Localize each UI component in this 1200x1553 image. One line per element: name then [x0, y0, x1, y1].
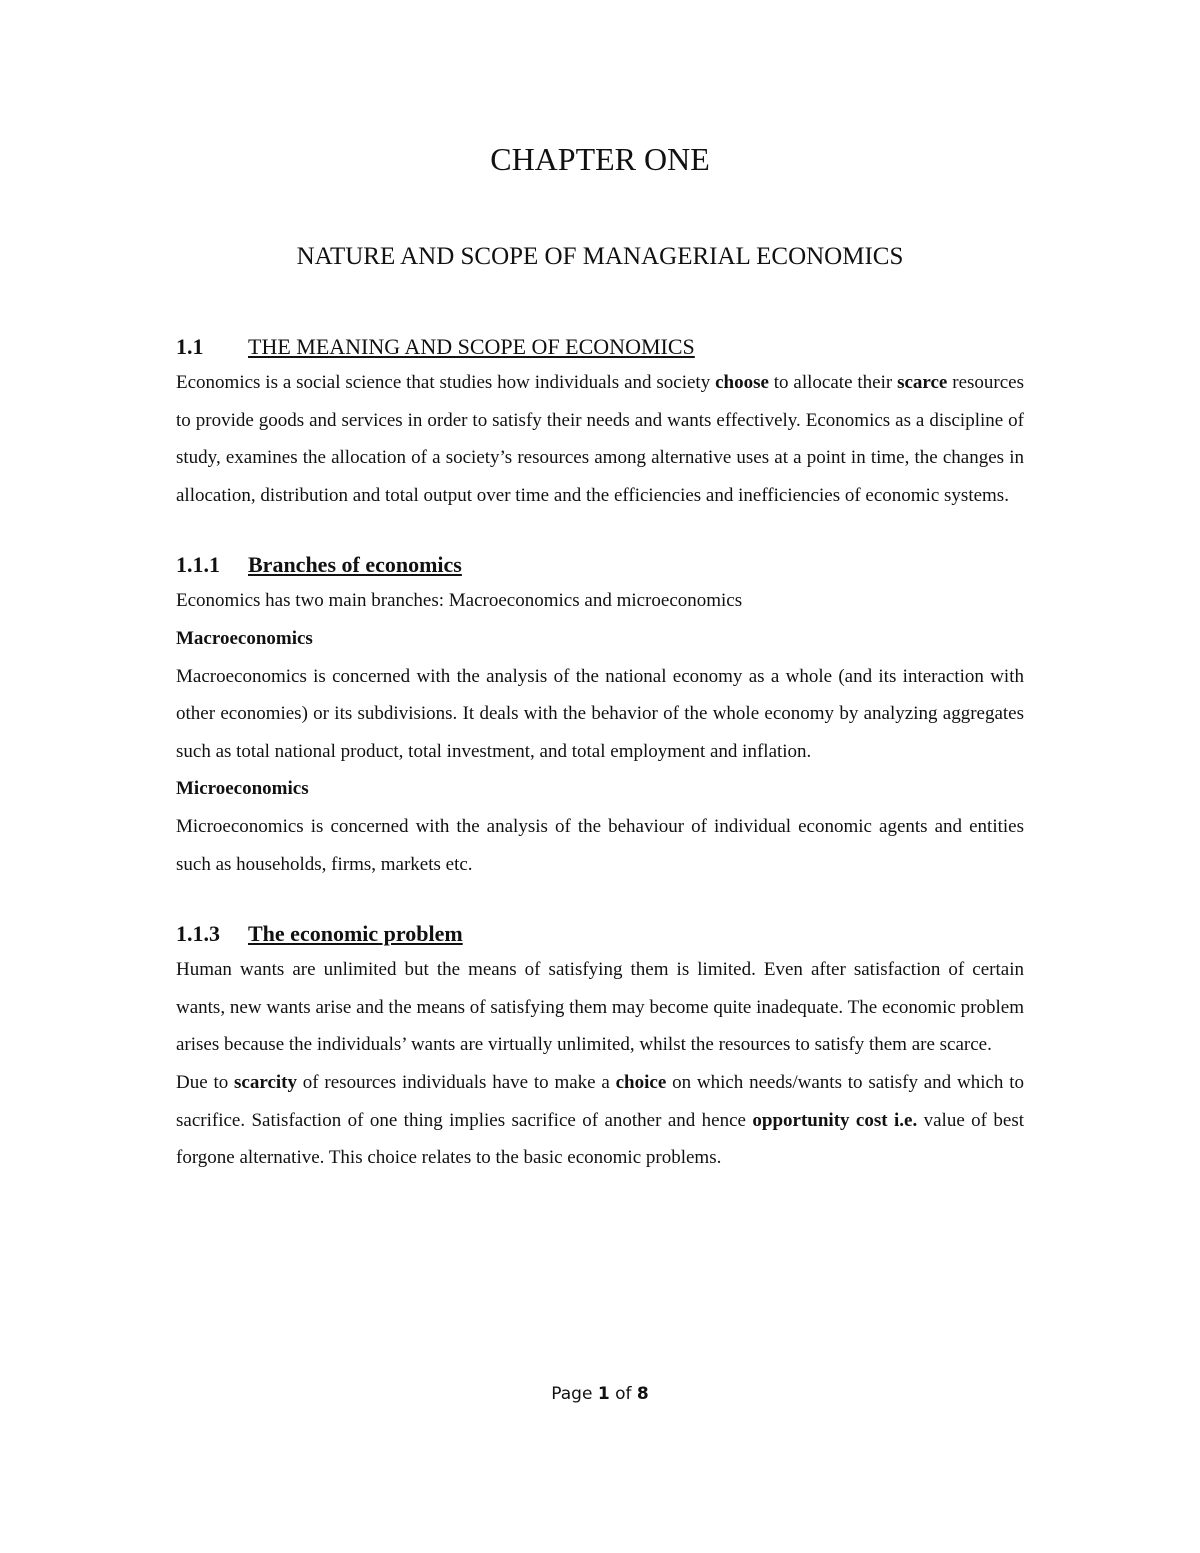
section-title: Branches of economics — [248, 552, 462, 578]
emphasis-choice: choice — [615, 1071, 667, 1093]
section-number: 1.1.3 — [176, 921, 220, 947]
footer-page-word: Page — [551, 1384, 598, 1404]
paragraph-economics-definition — [176, 364, 1024, 514]
text-run: on which needs/wants to satisfy and which to sacrifice. Satisfaction of one thing implies sacrifice of another and hence — [176, 1071, 1024, 1131]
emphasis-choose: choose — [715, 372, 769, 393]
section-title: THE MEANING AND SCOPE OF ECONOMICS — [248, 334, 695, 359]
text-run: value of best forgone alternative. This choice relates to the basic economic problems. — [176, 1109, 1024, 1169]
subheading-microeconomics: Microeconomics — [176, 778, 309, 800]
text-run: of resources individuals have to make a — [297, 1071, 616, 1093]
emphasis-scarce: scarce — [897, 372, 948, 393]
section-heading-1-1-3 — [176, 917, 1024, 951]
text-run: resources to provide goods and services in order to satisfy their needs and wants effectively. Economics as a discipline of study, examines the allocation of a society’s resources among alternative uses at a point in time, the changes in allocation, distribution and total output over time and the efficiencies and inefficiencies of economic systems. — [176, 372, 1024, 506]
emphasis-scarcity: scarcity — [234, 1071, 297, 1093]
chapter-subtitle: NATURE AND SCOPE OF MANAGERIAL ECONOMICS — [296, 243, 904, 270]
footer-of-word: of — [609, 1384, 637, 1404]
text-run: to allocate their — [768, 372, 898, 393]
paragraph-scarcity-choice — [176, 1064, 1024, 1177]
section-heading-1-1-1 — [176, 548, 1024, 582]
paragraph-microeconomics: Microeconomics is concerned with the analysis of the behaviour of individual economic agents and entities such as households, firms, markets etc. — [176, 815, 1024, 875]
page-footer — [0, 1384, 1200, 1404]
spacer — [176, 883, 1024, 917]
section-title: The economic problem — [248, 921, 463, 947]
page-number-current: 1 — [597, 1384, 610, 1404]
section-number: 1.1 — [176, 334, 204, 359]
document-body — [176, 330, 1024, 1177]
chapter-title: CHAPTER ONE — [490, 141, 710, 177]
spacer — [176, 514, 1024, 548]
page-number-total: 8 — [636, 1384, 649, 1404]
emphasis-opportunity-cost: opportunity cost i.e. — [752, 1109, 918, 1131]
section-number: 1.1.1 — [176, 552, 220, 578]
text-run: Due to — [176, 1071, 235, 1093]
subheading-macroeconomics: Macroeconomics — [176, 627, 313, 649]
paragraph-macroeconomics: Macroeconomics is concerned with the analysis of the national economy as a whole (and its interaction with other economies) or its subdivisions. It deals with the behavior of the whole economy by analyzing aggregates such as total national product, total investment, and total employment and inflation. — [176, 665, 1024, 762]
paragraph-branches-intro: Economics has two main branches: Macroeconomics and microeconomics — [176, 590, 743, 612]
section-heading-1-1 — [176, 330, 1024, 364]
paragraph-economic-problem: Human wants are unlimited but the means of satisfying them is limited. Even after satisfaction of certain wants, new wants arise and the means of satisfying them may become quite inadequate. The economic problem arises because the individuals’ wants are virtually unlimited, whilst the resources to satisfy them are scarce. — [176, 959, 1024, 1056]
text-run: Economics is a social science that studies how individuals and society — [176, 372, 716, 393]
